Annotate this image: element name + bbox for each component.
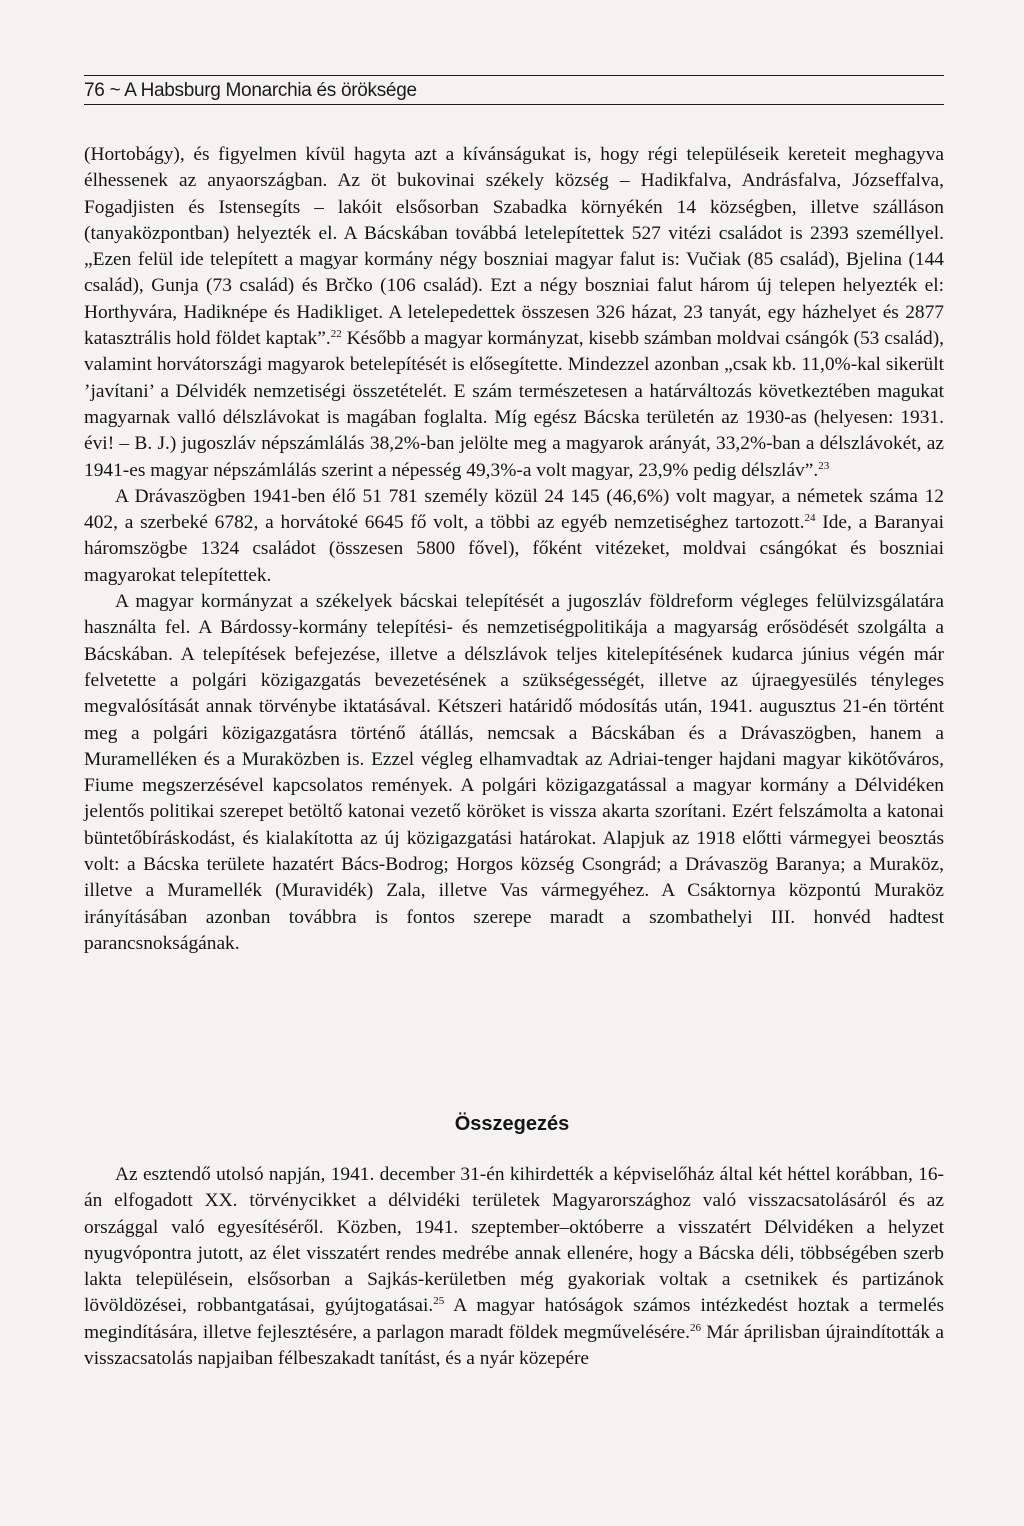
main-text-block [84, 142, 944, 957]
paragraph-text: Később a magyar kormányzat, kisebb számban moldvai csángók (53 család), valamint horvátországi magyarok betelepítését is elősegítette. Mindezzel azonban „csak kb. 11,0%-kal sikerült ’javítani’ a Délvidék nemzetiségi összetételét. E szám természetesen a határváltozás következtében magukat magyarnak valló délszlávokat is magában foglalta. Míg egész Bácska területén az 1930-as (helyesen: 1931. évi! – B. J.) jugoszláv népszámlálás 38,2%-ban jelölte meg a magyarok arányát, 33,2%-ban a délszlávokét, az 1941-es magyar népszámlálás szerint a népesség 49,3%-a volt magyar, 23,9% pedig délszláv”. [84, 328, 945, 481]
footnote-marker: 24 [804, 512, 816, 525]
running-title: A Habsburg Monarchia és öröksége [124, 80, 417, 101]
header-separator: ~ [109, 80, 121, 101]
footnote-marker: 22 [330, 328, 342, 341]
paragraph-text: Ide, a Baranyai háromszögbe 1324 családot (összesen 5800 fővel), főként vitézeket, moldvai csángókat és boszniai magyarokat telepítettek. [84, 512, 944, 586]
running-header [84, 80, 417, 102]
paragraph-text: A Drávaszögben 1941-ben élő 51 781 személy közül 24 145 (46,6%) volt magyar, a németek száma 12 402, a szerbeké 6782, a horvátoké 6645 fő volt, a többi az egyéb nemzetiséghez tartozott. [84, 485, 944, 534]
paragraph-text: A magyar kormányzat a székelyek bácskai telepítését a jugoszláv földreform végleges felülvizsgálatára használta fel. A Bárdossy-kormány telepítési- és nemzetiségpolitikája a magyarság erősödését szolgálta a Bácskában. A telepítések befejezése, illetve a délszlávok teljes kitelepítésének kudarca június végén már felvetette a polgári közigazgatás bevezetésének a szükségességét, illetve az újraegyesülés tényleges megvalósítását annak törvénybe iktatásával. Kétszeri határidő módosítás után, 1941. augusztus 21-én történt meg a polgári közigazgatásra történő átállás, nemcsak a Bácskában és a Drávaszögben, hanem a Muramelléken és a Muraközben is. Ezzel végleg elhamvadtak az Adriai-tenger hajdani magyar kikötőváros, Fiume megszerzésével kapcsolatos remények. A polgári közigazgatással a magyar kormány a Délvidéken jelentős politikai szerepet betöltő katonai vezető köröket is vissza akarta szorítani. Ezért felszámolta a katonai büntetőbíráskodást, és kialakította az új közigazgatási határokat. Alapjuk az 1918 előtti vármegyei beosztás volt: a Bácska területe hazatért Bács-Bodrog; Horgos község Csongrád; a Drávaszög Baranya; a Muraköz, illetve a Muramellék (Muravidék) Zala, illetve Vas vármegyéhez. A Csáktornya központú Muraköz irányításában azonban továbbra is fontos szerepe maradt a szombathelyi III. honvéd hadtest parancsnokságának. [84, 591, 944, 954]
paragraph-text: Már áprilisban újraindították a visszacsatolás napjaiban félbeszakadt tanítást, és a nyár közepére [84, 1321, 944, 1370]
footnote-marker: 25 [433, 1295, 445, 1308]
page-number: 76 [84, 80, 105, 101]
footnote-marker: 23 [818, 459, 830, 472]
header-rule-top [84, 75, 944, 76]
summary-text-block [84, 1162, 944, 1372]
paragraph-text: Az esztendő utolsó napján, 1941. december 31-én kihirdették a képviselőház által két héttel korábban, 16-án elfogadott XX. törvénycikket a délvidéki területek Magyarországhoz való visszacsatolásáról és az országgal való egyesítéséről. Közben, 1941. szeptember–októberre a visszatért Délvidéken a helyzet nyugvópontra jutott, az élet visszatért rendes medrébe annak ellenére, hogy a Bácska déli, többségében szerb lakta településein, elsősorban a Sajkás-kerületben még gyakoriak voltak a csetnikek és partizánok lövöldözései, robbantgatásai, gyújtogatásai. [84, 1164, 944, 1317]
section-title: Összegezés [454, 1113, 570, 1135]
paragraph [84, 142, 944, 484]
paragraph-text: A magyar hatóságok számos intézkedést hoztak a termelés megindítására, illetve fejlesztésére, a parlagon maradt földek megművelésére. [84, 1295, 945, 1343]
footnote-marker: 26 [690, 1321, 702, 1334]
paragraph [84, 484, 944, 589]
paragraph [84, 1162, 944, 1372]
paragraph-text: (Hortobágy), és figyelmen kívül hagyta azt a kívánságukat is, hogy régi településeik kereteit meghagyva élhessenek az anyaországban. Az öt bukovinai székely község – Hadikfalva, Andrásfalva, Józseffalva, Fogadjisten és Istensegíts – lakóit elsősorban Szabadka környékén 14 községben, illetve szálláson (tanyaközpontban) helyezték el. A Bácskában továbbá letelepítettek 527 vitézi családot is 2393 személlyel. „Ezen felül ide telepített a magyar kormány négy boszniai magyar falut is: Vučiak (85 család), Bjelina (144 család), Gunja (73 család) és Brčko (106 család). Ezt a négy boszniai falut három új telepen helyezték el: Horthyvára, Hadiknépe és Hadikliget. A letelepedettek összesen 326 házat, 23 tanyát, egy házhelyet és 2877 katasztrális hold földet kaptak”. [84, 144, 944, 350]
paragraph [84, 589, 944, 957]
header-rule-bottom [84, 104, 944, 105]
